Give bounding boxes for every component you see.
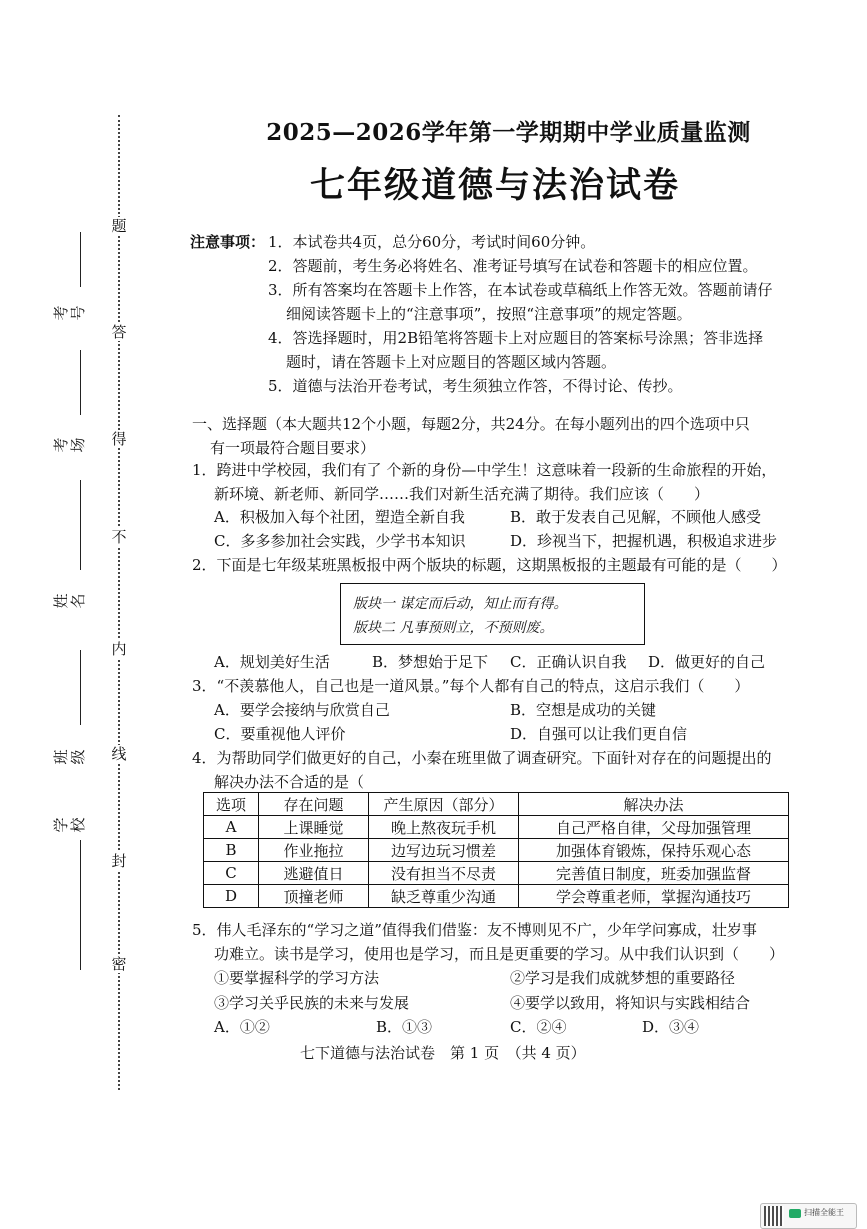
question-5-option-c: C．②④ [510, 1018, 567, 1036]
seal-dotted-line [118, 115, 120, 1090]
exam-room-label: 考场 [52, 437, 87, 453]
question-5-item-3: ③学习关乎民族的未来与发展 [214, 994, 410, 1012]
exam-room-field[interactable] [80, 350, 81, 415]
notice-line: 1．本试卷共4页，总分60分，考试时间60分钟。 [268, 233, 596, 251]
name-label: 姓名 [52, 593, 87, 609]
school-label: 学校 [52, 817, 87, 833]
qr-code-icon [764, 1206, 784, 1226]
table-row [204, 839, 789, 862]
table-cell: A [204, 816, 259, 839]
seal-char: 封 [111, 852, 127, 870]
table-row [204, 816, 789, 839]
page-footer: 七下道德与法治试卷 第 1 页 （共 4 页） [300, 1044, 586, 1062]
question-5-item-4: ④要学以致用，将知识与实践相结合 [510, 994, 751, 1012]
question-1-option-d: D．珍视当下，把握机遇，积极追求进步 [510, 532, 778, 550]
table-header-row [204, 793, 789, 816]
question-1-option-b: B．敢于发表自己见解，不顾他人感受 [510, 508, 762, 526]
seal-char: 密 [111, 955, 127, 973]
notice-line: 细阅读答题卡上的“注意事项”，按照“注意事项”的规定答题。 [286, 305, 692, 323]
seal-char: 不 [111, 528, 127, 546]
notice-line: 5．道德与法治开卷考试，考生须独立作答，不得讨论、传抄。 [268, 377, 683, 395]
class-field[interactable] [80, 650, 81, 725]
question-5-option-b: B．①③ [376, 1018, 433, 1036]
table-cell: 顶撞老师 [259, 885, 369, 908]
question-5-option-a: A．①② [214, 1018, 270, 1036]
scanner-badge [760, 1203, 857, 1229]
question-1-stem-cont: 新环境、新老师、新同学……我们对新生活充满了期待。我们应该（ ） [214, 485, 710, 503]
exam-paper-title: 七年级道德与法治试卷 [309, 166, 680, 206]
table-header: 选项 [204, 793, 259, 816]
table-header: 产生原因（部分） [369, 793, 519, 816]
question-4-stem: 4．为帮助同学们做更好的自己，小秦在班里做了调查研究。下面针对存在的问题提出的 [192, 749, 772, 767]
seal-char: 得 [111, 430, 127, 448]
blackboard-line-2: 版块二 凡事预则立，不预则废。 [353, 620, 554, 636]
question-1-option-c: C．多多参加社会实践，少学书本知识 [214, 532, 466, 550]
class-label: 班级 [52, 749, 87, 765]
name-field[interactable] [80, 480, 81, 570]
table-cell: 完善值日制度，班委加强监督 [519, 862, 789, 885]
table-row [204, 862, 789, 885]
question-2-option-a: A．规划美好生活 [214, 653, 330, 671]
question-5-item-2: ②学习是我们成就梦想的重要路径 [510, 969, 736, 987]
school-field[interactable] [80, 840, 81, 970]
table-cell: 缺乏尊重少沟通 [369, 885, 519, 908]
exam-number-field[interactable] [80, 232, 81, 287]
question-2-option-d: D．做更好的自己 [648, 653, 766, 671]
scanner-badge-label: 扫描全能王 [804, 1208, 844, 1217]
question-3-option-d: D．自强可以让我们更自信 [510, 725, 688, 743]
section-heading-cont: 有一项最符合题目要求） [210, 439, 376, 457]
question-3-option-a: A．要学会接纳与欣赏自己 [214, 701, 390, 719]
seal-char: 答 [111, 323, 127, 341]
question-3-stem: 3．“不羡慕他人，自己也是一道风景。”每个人都有自己的特点，这启示我们（ ） [192, 677, 750, 695]
seal-char: 内 [111, 640, 127, 658]
seal-char: 线 [111, 745, 127, 763]
question-2-option-b: B．梦想始于足下 [372, 653, 489, 671]
question-5-stem: 5．伟人毛泽东的“学习之道”值得我们借鉴：友不博则见不广，少年学问寡成，壮岁事 [192, 921, 757, 939]
table-cell: 学会尊重老师，掌握沟通技巧 [519, 885, 789, 908]
seal-char: 题 [111, 217, 127, 235]
table-row [204, 885, 789, 908]
notice-label: 注意事项： [190, 233, 266, 251]
question-1-stem: 1．跨进中学校园，我们有了 个新的身份—中学生！这意味着一段新的生命旅程的开始， [192, 461, 777, 479]
question-5-stem-cont: 功难立。读书是学习，使用也是学习，而且是更重要的学习。从中我们认识到（ ） [214, 945, 785, 963]
question-1-option-a: A．积极加入每个社团，塑造全新自我 [214, 508, 465, 526]
question-4-stem-cont: 解决办法不合适的是（ [214, 773, 365, 791]
question-2-option-c: C．正确认识自我 [510, 653, 627, 671]
scanner-logo-icon [789, 1209, 801, 1218]
table-cell: B [204, 839, 259, 862]
table-header: 存在问题 [259, 793, 369, 816]
notice-line: 4．答选择题时，用2B铅笔将答题卡上对应题目的答案标号涂黑；答非选择 [268, 329, 764, 347]
question-5-option-d: D．③④ [642, 1018, 700, 1036]
notice-line: 3．所有答案均在答题卡上作答，在本试卷或草稿纸上作答无效。答题前请仔 [268, 281, 773, 299]
question-5-item-1: ①要掌握科学的学习方法 [214, 969, 380, 987]
table-cell: 自己严格自律，父母加强管理 [519, 816, 789, 839]
table-header: 解决办法 [519, 793, 789, 816]
table-cell: 上课睡觉 [259, 816, 369, 839]
table-cell: D [204, 885, 259, 908]
question-2-stem: 2．下面是七年级某班黑板报中两个版块的标题，这期黑板报的主题最有可能的是（ ） [192, 556, 787, 574]
table-cell: 逃避值日 [259, 862, 369, 885]
notice-line: 题时，请在答题卡上对应题目的答题区域内答题。 [286, 353, 617, 371]
question-3-option-c: C．要重视他人评价 [214, 725, 346, 743]
question-3-option-b: B．空想是成功的关键 [510, 701, 657, 719]
table-cell: 晚上熬夜玩手机 [369, 816, 519, 839]
table-cell: 加强体育锻炼，保持乐观心态 [519, 839, 789, 862]
blackboard-box [340, 583, 645, 645]
exam-term-title: 2025—2026学年第一学期期中学业质量监测 [266, 119, 751, 146]
notice-line: 2．答题前，考生务必将姓名、准考证号填写在试卷和答题卡的相应位置。 [268, 257, 758, 275]
table-cell: 边写边玩习惯差 [369, 839, 519, 862]
section-heading: 一、选择题（本大题共12个小题，每题2分，共24分。在每小题列出的四个选项中只 [192, 415, 750, 433]
survey-table [203, 792, 789, 908]
table-cell: C [204, 862, 259, 885]
blackboard-line-1: 版块一 谋定而后动，知止而有得。 [353, 596, 568, 612]
table-cell: 没有担当不尽责 [369, 862, 519, 885]
table-cell: 作业拖拉 [259, 839, 369, 862]
exam-number-label: 考号 [52, 305, 87, 321]
